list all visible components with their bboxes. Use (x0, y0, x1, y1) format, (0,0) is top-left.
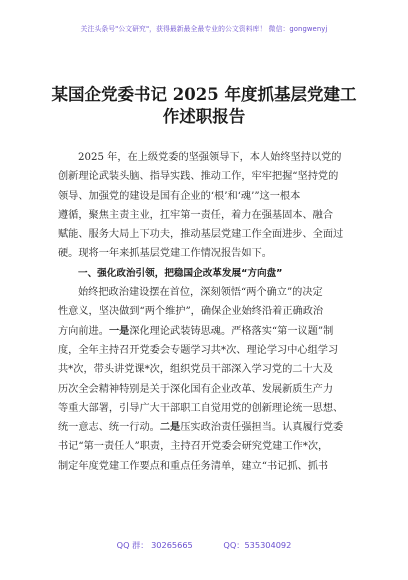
paragraph-line: 始终把政治建设摆在首位，深刻领悟“两个确立”的决定 (78, 287, 323, 299)
paragraph-line (58, 322, 352, 341)
document-title (40, 84, 368, 128)
paragraph-line: 共*次，带头讲党课*次，组织党员干部深入学习党的二十大及 (58, 364, 334, 376)
paragraph-line: 历次全会精神特别是关于深化国有企业改革、发展新质生产力 (58, 383, 334, 395)
point-marker: 一是 (108, 324, 130, 337)
footer-qq: QQ：535304092 (223, 540, 292, 550)
paragraph-text: 方向前进。 (58, 325, 109, 337)
paragraph-line: 2025 年，在上级党委的坚强领导下，本人始终坚持以党的 (78, 152, 342, 163)
document-body (58, 148, 352, 476)
paragraph-line: 创新理论武装头脑、指导实践、推动工作，牢牢把握“坚持党的 (58, 171, 339, 183)
paragraph-line: 领导、加强党的建设是国有企业的‘根’和‘魂’”这一根本 (58, 190, 301, 202)
paragraph-line: 赋能、服务大局上下功夫，推动基层党建工作全面进步、全面过 (58, 229, 344, 241)
title-line-2: 作述职报告 (162, 107, 246, 126)
paragraph-line: 硬。现将一年来抓基层党建工作情况报告如下。 (58, 248, 272, 260)
paragraph-line: 等重大部署，引导广大干部职工自觉用党的创新理论统一思想、 (58, 402, 344, 414)
paragraph-line: 性意义，坚决做到“两个维护”，确保企业始终沿着正确政治 (58, 306, 324, 318)
paragraph-line: 书记“第一责任人”职责，主持召开党委会研究党建工作*次， (58, 441, 329, 453)
title-line-1: 某国企党委书记 2025 年度抓基层党建工 (51, 85, 357, 104)
footer-qq-group: QQ 群： 30265665 (116, 540, 193, 550)
header-promo-note: 关注头条号"公文研究"，获得最新最全最专业的公文资料库！ 微信：gongwenyj (80, 25, 328, 33)
point-marker: 二是 (159, 421, 181, 434)
section-heading: 一、强化政治引领，把稳国企改革发展“方向盘” (78, 267, 283, 279)
paragraph-text: 统一意志、统一行动。 (58, 422, 160, 434)
paragraph-text: 压实政治责任强担当。认真履行党委 (180, 422, 344, 434)
paragraph-line: 度，全年主持召开党委会专题学习共*次、理论学习中心组学习 (58, 344, 339, 356)
paragraph-line (58, 418, 352, 437)
paragraph-line: 遵循，聚焦主责主业，扛牢第一责任，着力在强基固本、融合 (58, 209, 334, 221)
paragraph-line: 制定年度党建工作要点和重点任务清单，建立“书记抓、抓书 (58, 460, 329, 472)
footer-contact (0, 540, 408, 551)
paragraph-text: 深化理论武装铸思魂。严格落实“第一议题”制 (129, 325, 334, 337)
